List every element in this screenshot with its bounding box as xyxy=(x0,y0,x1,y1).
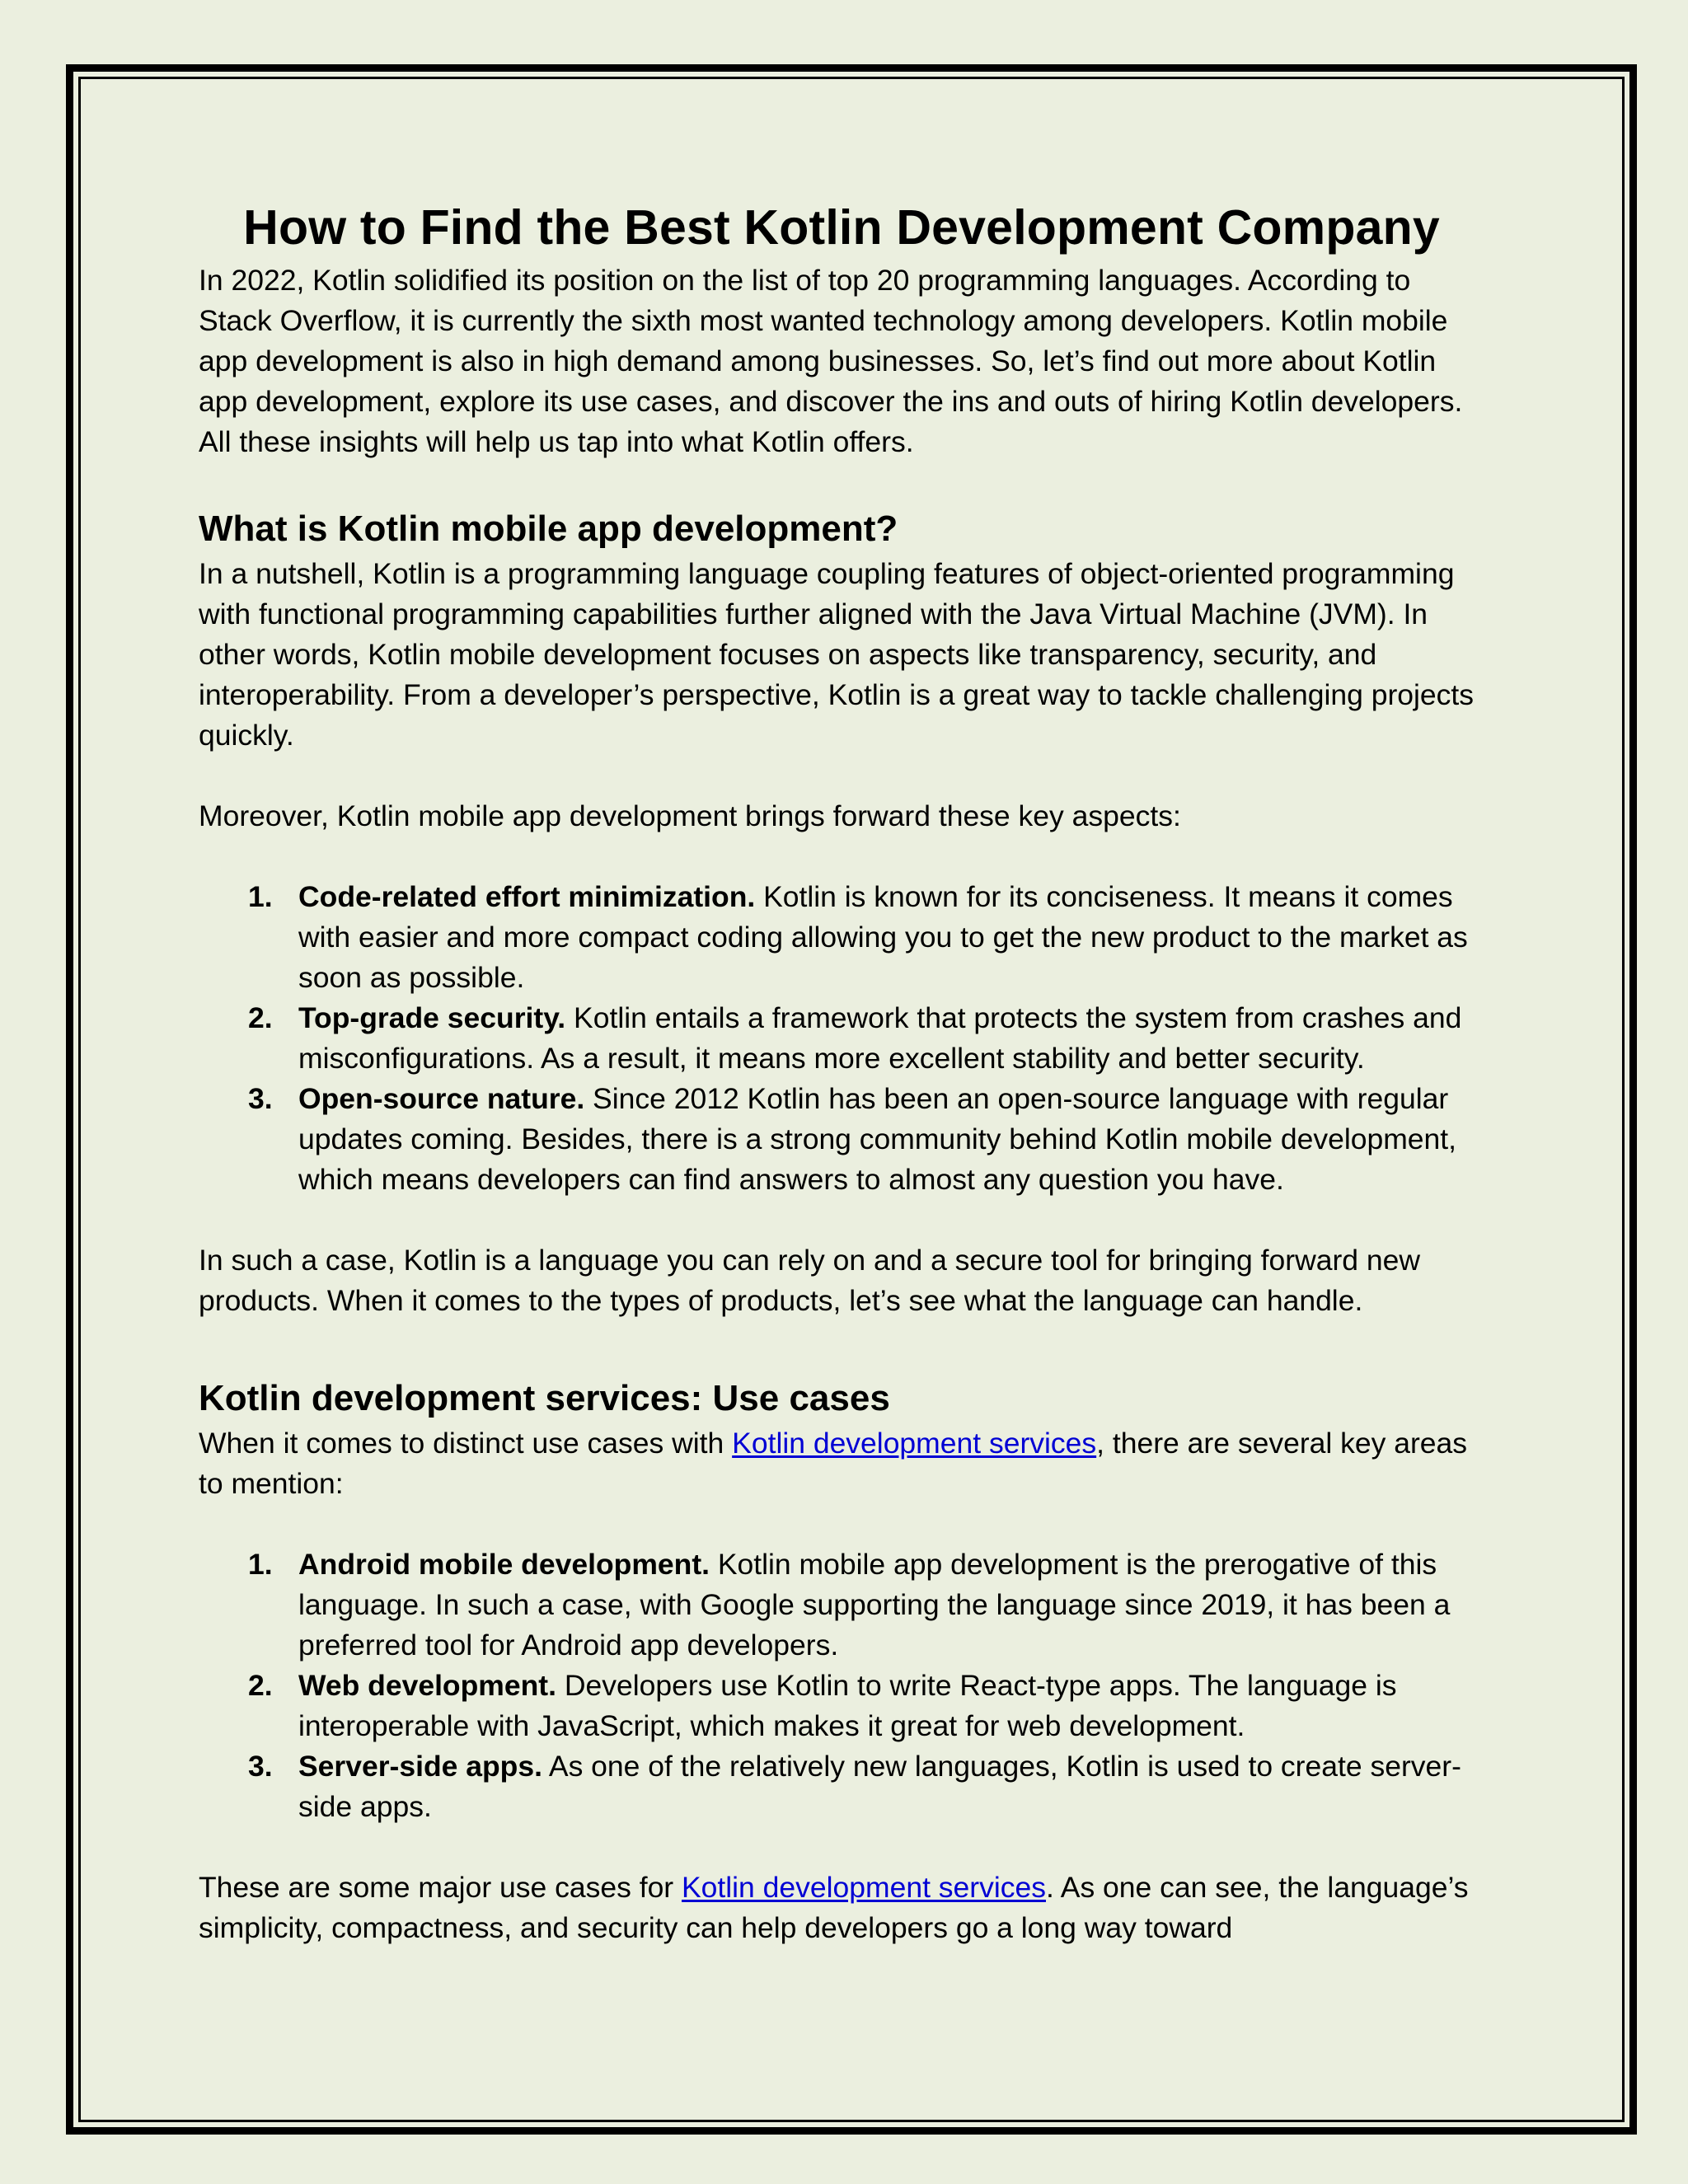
section1-paragraph-2: Moreover, Kotlin mobile app development brings forward these key aspects: xyxy=(199,799,1181,832)
text-run: When it comes to distinct use cases with xyxy=(199,1427,733,1460)
section2-paragraph-2 xyxy=(199,1868,1484,1948)
text-run: These are some major use cases for xyxy=(199,1871,682,1904)
list-number: 1. xyxy=(248,880,273,913)
text-run: , there are several key areas to mention: xyxy=(199,1427,1468,1500)
section-heading-what-is-kotlin: What is Kotlin mobile app development? xyxy=(199,509,898,549)
list-number: 3. xyxy=(248,1082,273,1115)
section2-paragraph-1 xyxy=(199,1423,1484,1504)
list-item-text: Since 2012 Kotlin has been an open-source language with regular updates coming. Besides, there is a strong community behind Kotlin mobile development, which means developers can find answers to almost any question you have. xyxy=(298,1082,1456,1196)
kotlin-services-link[interactable]: Kotlin development services xyxy=(732,1427,1097,1460)
list-item-text: Kotlin is known for its conciseness. It means it comes with easier and more compact coding allowing you to get the new product to the market as soon as possible. xyxy=(298,880,1468,994)
key-aspects-list xyxy=(199,877,1484,1200)
list-item-title: Code-related effort minimization. xyxy=(298,880,756,913)
list-item-text: Kotlin entails a framework that protects the system from crashes and misconfigurations. As a result, it means more excellent stability and better security. xyxy=(298,1001,1462,1075)
list-item-title: Open-source nature. xyxy=(298,1082,585,1115)
list-number: 2. xyxy=(248,1001,273,1034)
section1-paragraph-1: In a nutshell, Kotlin is a programming language coupling features of object-oriented programming with functional programming capabilities further aligned with the Java Virtual Machine (JVM). In other words, Kotlin mobile development focuses on aspects like transparency, security, and interoperability. From a developer’s perspective, Kotlin is a great way to tackle challenging projects quickly. xyxy=(199,557,1475,752)
list-item-text: Developers use Kotlin to write React-type apps. The language is interoperable with JavaScript, which makes it great for web development. xyxy=(298,1669,1397,1742)
list-item-text: As one of the relatively new languages, Kotlin is used to create server-side apps. xyxy=(298,1750,1461,1823)
list-number: 3. xyxy=(248,1750,273,1783)
list-item xyxy=(199,1666,1484,1746)
list-number: 2. xyxy=(248,1669,273,1702)
list-item xyxy=(199,1079,1484,1200)
kotlin-services-link-2[interactable]: Kotlin development services xyxy=(682,1871,1046,1904)
list-item xyxy=(199,1544,1484,1666)
list-number: 1. xyxy=(248,1548,273,1581)
list-item-title: Android mobile development. xyxy=(298,1548,710,1581)
list-item-title: Web development. xyxy=(298,1669,556,1702)
list-item xyxy=(199,877,1484,998)
list-item-text: Kotlin mobile app development is the prerogative of this language. In such a case, with Google supporting the language since 2019, it has been a preferred tool for Android app developers. xyxy=(298,1548,1451,1661)
list-item xyxy=(199,1746,1484,1827)
document-title: How to Find the Best Kotlin Development Company xyxy=(243,200,1440,255)
list-item-title: Server-side apps. xyxy=(298,1750,542,1783)
section-heading-use-cases: Kotlin development services: Use cases xyxy=(199,1378,890,1418)
text-run: . As one can see, the language’s simplicity, compactness, and security can help developers go a long way toward xyxy=(199,1871,1469,1944)
section1-paragraph-3: In such a case, Kotlin is a language you can rely on and a secure tool for bringing forward new products. When it comes to the types of products, let’s see what the language can handle. xyxy=(199,1244,1421,1317)
list-item-title: Top-grade security. xyxy=(298,1001,566,1034)
use-cases-list xyxy=(199,1544,1484,1827)
intro-paragraph: In 2022, Kotlin solidified its position on the list of top 20 programming languages. According to Stack Overflow, it is currently the sixth most wanted technology among developers. Kotlin mobile app development is also in high demand among businesses. So, let’s find out more about Kotlin app development, explore its use cases, and discover the ins and outs of hiring Kotlin developers. All these insights will help us tap into what Kotlin offers. xyxy=(199,264,1463,458)
list-item xyxy=(199,998,1484,1079)
document-body xyxy=(199,194,1484,1948)
